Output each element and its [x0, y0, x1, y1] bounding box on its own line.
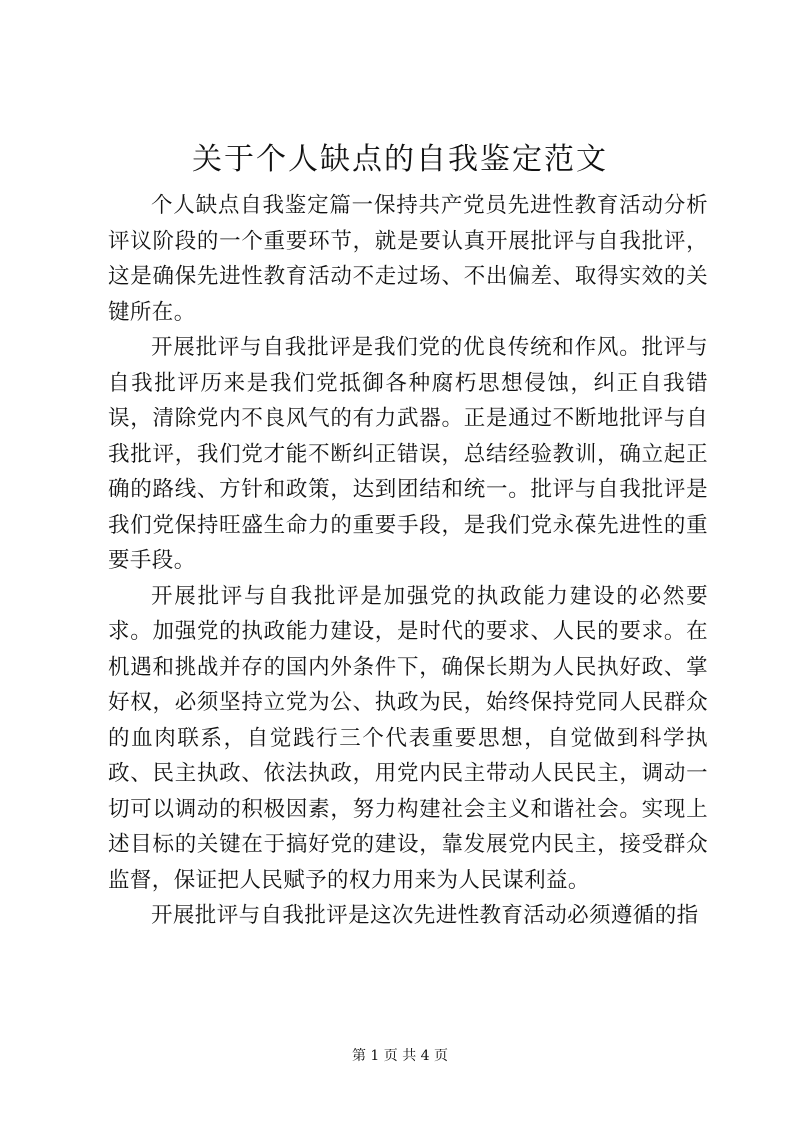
- paragraph: 开展批评与自我批评是这次先进性教育活动必须遵循的指: [151, 903, 699, 928]
- page-number-footer: 第 1 页 共 4 页: [351, 1048, 449, 1064]
- paragraph: 开展批评与自我批评是我们党的优良传统和作风。批评与自我批评历来是我们党抵御各种腐朽思想侵蚀，纠正自我错误，清除党内不良风气的有力武器。正是通过不断地批评与自我批评，我们党才能不断纠正错误，总结经验教训，确立起正确的路线、方针和政策，达到团结和统一。批评与自我批评是我们党保持旺盛生命力的重要手段，是我们党永葆先进性的重要手段。: [108, 335, 708, 573]
- paragraph: 个人缺点自我鉴定篇一保持共产党员先进性教育活动分析评议阶段的一个重要环节，就是要认真开展批评与自我批评，这是确保先进性教育活动不走过场、不出偏差、取得实效的关键所在。: [108, 193, 708, 325]
- paragraph: 开展批评与自我批评是加强党的执政能力建设的必然要求。加强党的执政能力建设，是时代的要求、人民的要求。在机遇和挑战并存的国内外条件下，确保长期为人民执好政、掌好权，必须坚持立党为公、执政为民，始终保持党同人民群众的血肉联系，自觉践行三个代表重要思想，自觉做到科学执政、民主执政、依法执政，用党内民主带动人民民主，调动一切可以调动的积极因素，努力构建社会主义和谐社会。实现上述目标的关键在于搞好党的建设，靠发展党内民主，接受群众监督，保证把人民赋予的权力用来为人民谋利益。: [108, 583, 708, 893]
- document-body: [108, 188, 708, 934]
- page-title: 关于个人缺点的自我鉴定范文: [192, 142, 608, 177]
